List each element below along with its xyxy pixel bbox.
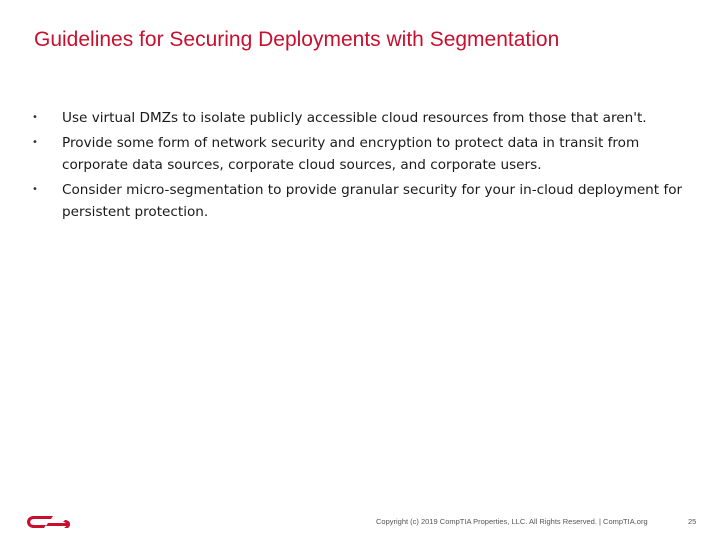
bullet-item	[32, 107, 692, 130]
page-number: 25	[688, 517, 697, 526]
bullet-marker: •	[32, 183, 38, 195]
bullet-text: Consider micro-segmentation to provide granular security for your in-cloud deployment for persistent protection.	[62, 181, 683, 220]
bullet-item	[32, 179, 692, 224]
bullet-list	[32, 107, 692, 226]
bullet-item	[32, 132, 692, 177]
bullet-marker: •	[32, 136, 38, 148]
bullet-marker: •	[32, 112, 38, 123]
slide-title: Guidelines for Securing Deployments with Segmentation	[34, 28, 560, 51]
bullet-text: Use virtual DMZs to isolate publicly accessible cloud resources from those that aren't.	[62, 110, 647, 126]
bullet-text: Provide some form of network security and encryption to protect data in transit from corporate data sources, corporate cloud sources, and corporate users.	[62, 134, 640, 173]
footer-copyright: Copyright (c) 2019 CompTIA Properties, LLC. All Rights Reserved. | CompTIA.org	[376, 517, 648, 526]
comptia-swoosh-logo-icon	[24, 512, 74, 532]
